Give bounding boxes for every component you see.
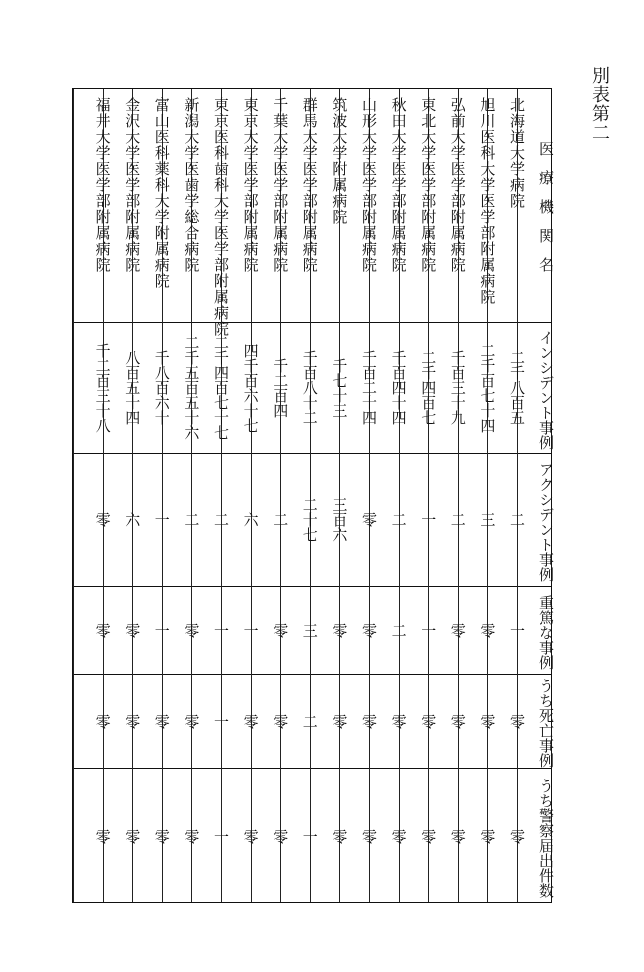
- cell-incident: 千七十三: [330, 357, 349, 418]
- cell-name: 弘前大学医学部附属病院: [448, 97, 467, 273]
- page-label: 別表第二: [589, 66, 610, 142]
- cell-serious: 零: [478, 622, 497, 638]
- cell-accident: 六: [123, 512, 142, 527]
- cell-police: 零: [359, 828, 378, 844]
- column-divider: [73, 89, 74, 902]
- cell-name: 東北大学医学部附属病院: [419, 97, 438, 273]
- cell-name: 新潟大学医歯学総合病院: [182, 97, 201, 273]
- cell-incident: 二千百七十四: [478, 342, 497, 433]
- cell-serious: 一: [241, 622, 260, 638]
- cell-serious: 一: [211, 622, 230, 638]
- cell-deaths: 零: [330, 713, 349, 729]
- table-row: [73, 89, 112, 902]
- cell-accident: 二: [271, 512, 290, 527]
- cell-deaths: 零: [419, 713, 438, 729]
- cell-police: 零: [152, 828, 171, 844]
- cell-name: 福井大学医学部附属病院: [93, 97, 112, 273]
- data-table: [72, 88, 555, 903]
- cell-deaths: 一: [211, 713, 230, 729]
- cell-accident: 零: [359, 512, 378, 527]
- cell-incident: 千二百四: [271, 357, 290, 418]
- cell-police: 零: [182, 828, 201, 844]
- cell-serious: 零: [123, 622, 142, 638]
- cell-accident: 三: [478, 512, 497, 527]
- header-deaths: うち死亡事例: [537, 678, 555, 768]
- cell-name: 筑波大学附属病院: [330, 97, 349, 225]
- cell-accident: 三百六: [330, 497, 349, 542]
- cell-name: 秋田大学医学部附属病院: [389, 97, 408, 273]
- cell-deaths: 零: [152, 713, 171, 729]
- cell-incident: 二千八百五: [507, 350, 526, 425]
- cell-incident: 四千百六十七: [241, 342, 260, 433]
- cell-police: 零: [271, 828, 290, 844]
- cell-name: 東京大学医学部附属病院: [241, 97, 260, 273]
- cell-deaths: 零: [182, 713, 201, 729]
- cell-incident: 千百八十二: [300, 350, 319, 425]
- cell-incident: 千百三十九: [448, 350, 467, 425]
- cell-police: 零: [241, 828, 260, 844]
- cell-police: 一: [211, 828, 230, 844]
- cell-incident: 八百五十四: [123, 350, 142, 425]
- cell-name: 富山医科薬科大学附属病院: [152, 97, 171, 289]
- cell-serious: 零: [359, 622, 378, 638]
- cell-name: 北海道大学病院: [507, 97, 526, 209]
- cell-incident: 二千五百五十六: [182, 335, 201, 440]
- header-police: うち警察届出件数: [537, 778, 555, 898]
- cell-police: 零: [93, 828, 112, 844]
- header-accident: アクシデント事例: [537, 461, 555, 582]
- cell-incident: 千百二十四: [359, 350, 378, 425]
- cell-police: 零: [389, 828, 408, 844]
- cell-police: 零: [507, 828, 526, 844]
- cell-deaths: 零: [271, 713, 290, 729]
- cell-incident: 千二百三十八: [93, 342, 112, 433]
- cell-accident: 二: [389, 512, 408, 527]
- cell-accident: 六: [241, 512, 260, 527]
- cell-police: 零: [448, 828, 467, 844]
- cell-police: 一: [300, 828, 319, 844]
- cell-incident: 千八百六十: [152, 350, 171, 425]
- header-serious: 重篤な事例: [537, 594, 555, 670]
- cell-name: 千葉大学医学部附属病院: [271, 97, 290, 273]
- cell-serious: 零: [330, 622, 349, 638]
- cell-police: 零: [123, 828, 142, 844]
- cell-name: 山形大学医学部附属病院: [359, 97, 378, 273]
- cell-accident: 二: [507, 512, 526, 527]
- header-incident: インシデント事例: [537, 329, 555, 450]
- cell-deaths: 零: [389, 713, 408, 729]
- cell-deaths: 零: [241, 713, 260, 729]
- header-column: [517, 89, 553, 902]
- cell-police: 零: [478, 828, 497, 844]
- cell-name: 旭川医科大学医学部附属病院: [478, 97, 497, 305]
- cell-police: 零: [330, 828, 349, 844]
- cell-serious: 一: [152, 622, 171, 638]
- cell-accident: 零: [93, 512, 112, 527]
- cell-police: 零: [419, 828, 438, 844]
- cell-serious: 零: [182, 622, 201, 638]
- cell-serious: 一: [419, 622, 438, 638]
- cell-name: 東京医科歯科大学医学部附属病院: [211, 97, 230, 337]
- cell-deaths: 零: [359, 713, 378, 729]
- cell-serious: 零: [271, 622, 290, 638]
- cell-accident: 二十七: [300, 497, 319, 542]
- cell-serious: 三: [300, 622, 319, 638]
- cell-name: 金沢大学医学部附属病院: [123, 97, 142, 273]
- cell-name: 群馬大学医学部附属病院: [300, 97, 319, 273]
- cell-deaths: 零: [478, 713, 497, 729]
- cell-deaths: 零: [507, 713, 526, 729]
- cell-deaths: 二: [300, 713, 319, 729]
- cell-accident: 一: [152, 512, 171, 527]
- column-divider: [517, 89, 518, 902]
- cell-deaths: 零: [448, 713, 467, 729]
- cell-serious: 零: [448, 622, 467, 638]
- cell-accident: 一: [419, 512, 438, 527]
- cell-accident: 二: [211, 512, 230, 527]
- cell-accident: 二: [448, 512, 467, 527]
- cell-incident: 二千四百七: [419, 350, 438, 425]
- cell-deaths: 零: [123, 713, 142, 729]
- cell-serious: 二: [389, 622, 408, 638]
- cell-serious: 零: [93, 622, 112, 638]
- header-name: 医療機関名: [537, 141, 555, 286]
- cell-serious: 一: [507, 622, 526, 638]
- cell-incident: 千百四十四: [389, 350, 408, 425]
- cell-incident: 二千四百七十七: [211, 335, 230, 440]
- cell-accident: 二: [182, 512, 201, 527]
- cell-deaths: 零: [93, 713, 112, 729]
